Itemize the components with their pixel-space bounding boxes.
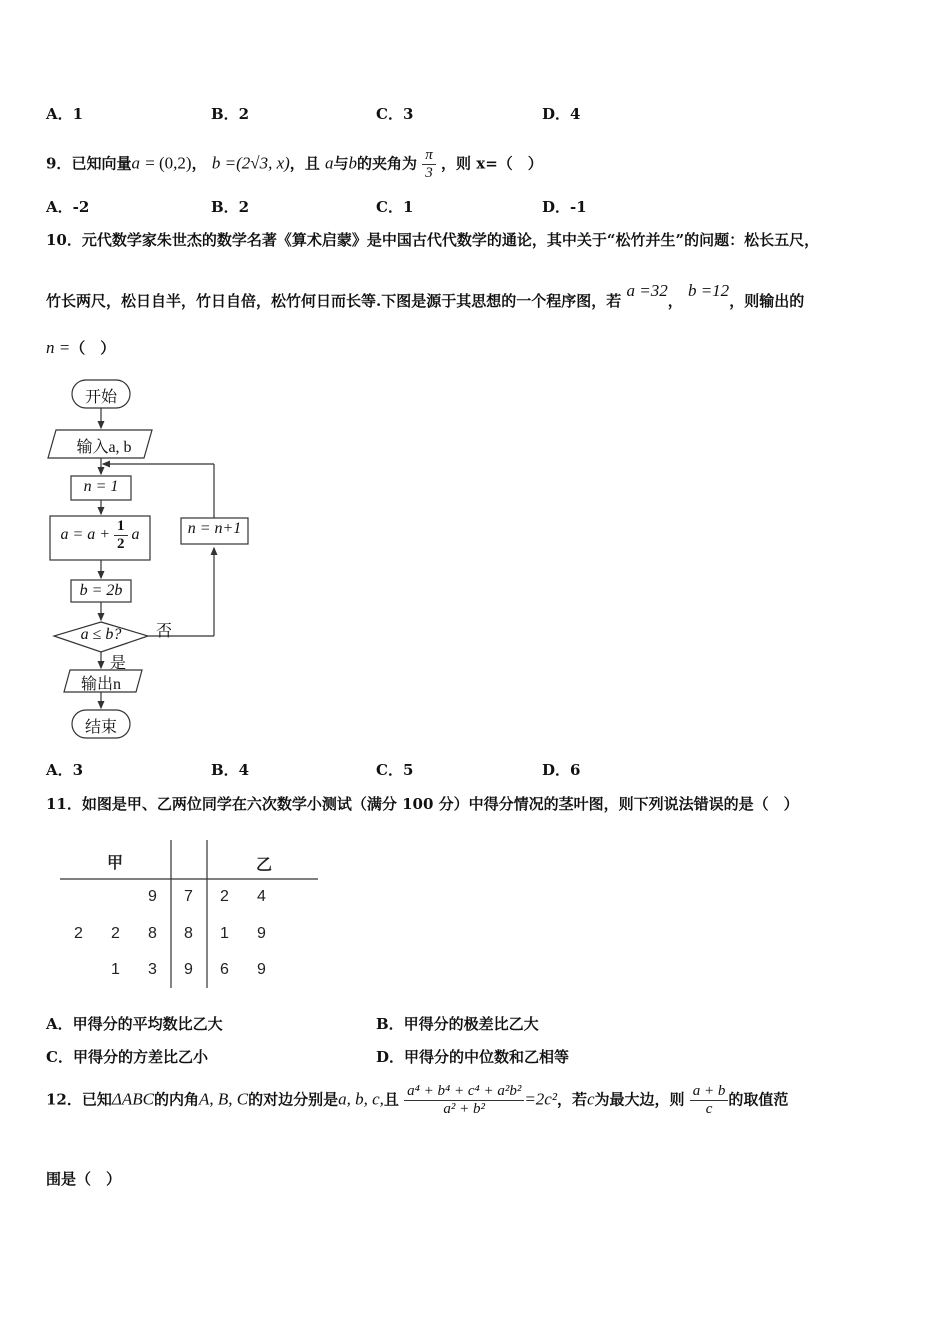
fc-yes-label: 是 bbox=[109, 655, 126, 672]
fc-init: n = 1 bbox=[83, 478, 119, 495]
fc-update-a: a = a + $\frac{1}{2}$ a bbox=[60, 518, 140, 552]
q10-line1: 10．元代数学家朱世杰的数学名著《算术启蒙》是中国古代代数学的通论，其中关于“松竹并生”的问题：松长五尺， bbox=[46, 231, 820, 249]
stem-leaf-right-header: 乙 bbox=[256, 857, 273, 874]
stem-value: 9 bbox=[184, 961, 193, 978]
q9-option-a: A．-2 bbox=[46, 198, 90, 216]
leaf-right: 2 bbox=[220, 888, 229, 905]
fc-input: 输入a, b bbox=[76, 439, 132, 456]
q8-option-b: B．2 bbox=[211, 105, 250, 123]
q12-ratio: $\frac{a + b}{c}$ bbox=[690, 1083, 729, 1118]
leaf-left: 2 bbox=[74, 925, 83, 942]
stem-value: 7 bbox=[184, 888, 193, 905]
angle-fraction: $\frac{\pi}{3}$ bbox=[422, 147, 436, 182]
q11-option-a: A．甲得分的平均数比乙大 bbox=[46, 1015, 223, 1033]
fc-condition: a ≤ b? bbox=[80, 626, 122, 643]
leaf-left: 3 bbox=[148, 961, 157, 978]
q11-option-b: B．甲得分的极差比乙大 bbox=[376, 1015, 539, 1033]
leaf-right: 9 bbox=[257, 961, 266, 978]
stem-leaf-left-header: 甲 bbox=[107, 855, 124, 872]
q11-question: 11．如图是甲、乙两位同学在六次数学小测试（满分 100 分）中得分情况的茎叶图，则下列说法错误的是（ ） bbox=[46, 795, 799, 813]
fc-end: 结束 bbox=[84, 719, 117, 736]
leaf-left: 9 bbox=[148, 888, 157, 905]
fc-output: 输出n bbox=[80, 676, 121, 693]
q12-line2: 围是（ ） bbox=[46, 1170, 122, 1188]
leaf-left: 2 bbox=[111, 925, 120, 942]
vector-a: a bbox=[131, 153, 140, 173]
leaf-right: 9 bbox=[257, 925, 266, 942]
fc-no-label: 否 bbox=[155, 623, 172, 640]
q9-option-b: B．2 bbox=[211, 198, 250, 216]
q12-fraction: $\frac{\text{a⁴ + b⁴ + c⁴ + a²b²}}{\text{a² + b²}}$ bbox=[404, 1083, 524, 1118]
leaf-left: 1 bbox=[111, 961, 120, 978]
q8-option-a: A．1 bbox=[46, 105, 84, 123]
q9-option-d: D．-1 bbox=[542, 198, 587, 216]
leaf-left: 8 bbox=[148, 925, 157, 942]
fc-start: 开始 bbox=[84, 389, 117, 406]
q10-line2: 竹长两尺，松日自半，竹日自倍，松竹何日而长等.下图是源于其思想的一个程序图，若 a =32， b =12，则输出的 bbox=[46, 281, 805, 310]
q8-option-d: D．4 bbox=[542, 105, 581, 123]
q11-option-c: C．甲得分的方差比乙小 bbox=[46, 1048, 208, 1066]
leaf-right: 1 bbox=[220, 925, 229, 942]
q12-question: 12．已知ΔABC的内角A, B, C的对边分别是a, b, c,且 $\frac{\text{a⁴ + b⁴ + c⁴ + a²b²}}{\text{a² + b²}}$ =2c²，若c为最大边，则 $\frac{a + b}{c}$ 的取值范 bbox=[46, 1083, 789, 1117]
q9-question: 9．已知向量a = (0,2)， b =(2√3, x)，且 a与b的夹角为 $\frac{\pi}{3}$ ，则 x=（ ） bbox=[46, 147, 543, 181]
fc-increment: n = n+1 bbox=[187, 520, 242, 537]
leaf-right: 6 bbox=[220, 961, 229, 978]
q10-option-d: D．6 bbox=[542, 761, 581, 779]
q9-option-c: C．1 bbox=[376, 198, 414, 216]
q10-option-a: A．3 bbox=[46, 761, 84, 779]
stem-value: 8 bbox=[184, 925, 193, 942]
q10-line3: n =（ ） bbox=[46, 338, 116, 357]
leaf-right: 4 bbox=[257, 888, 266, 905]
q8-option-c: C．3 bbox=[376, 105, 414, 123]
q10-option-b: B．4 bbox=[211, 761, 250, 779]
fc-update-b: b = 2b bbox=[79, 582, 123, 599]
q11-option-d: D．甲得分的中位数和乙相等 bbox=[376, 1048, 570, 1066]
q10-option-c: C．5 bbox=[376, 761, 414, 779]
